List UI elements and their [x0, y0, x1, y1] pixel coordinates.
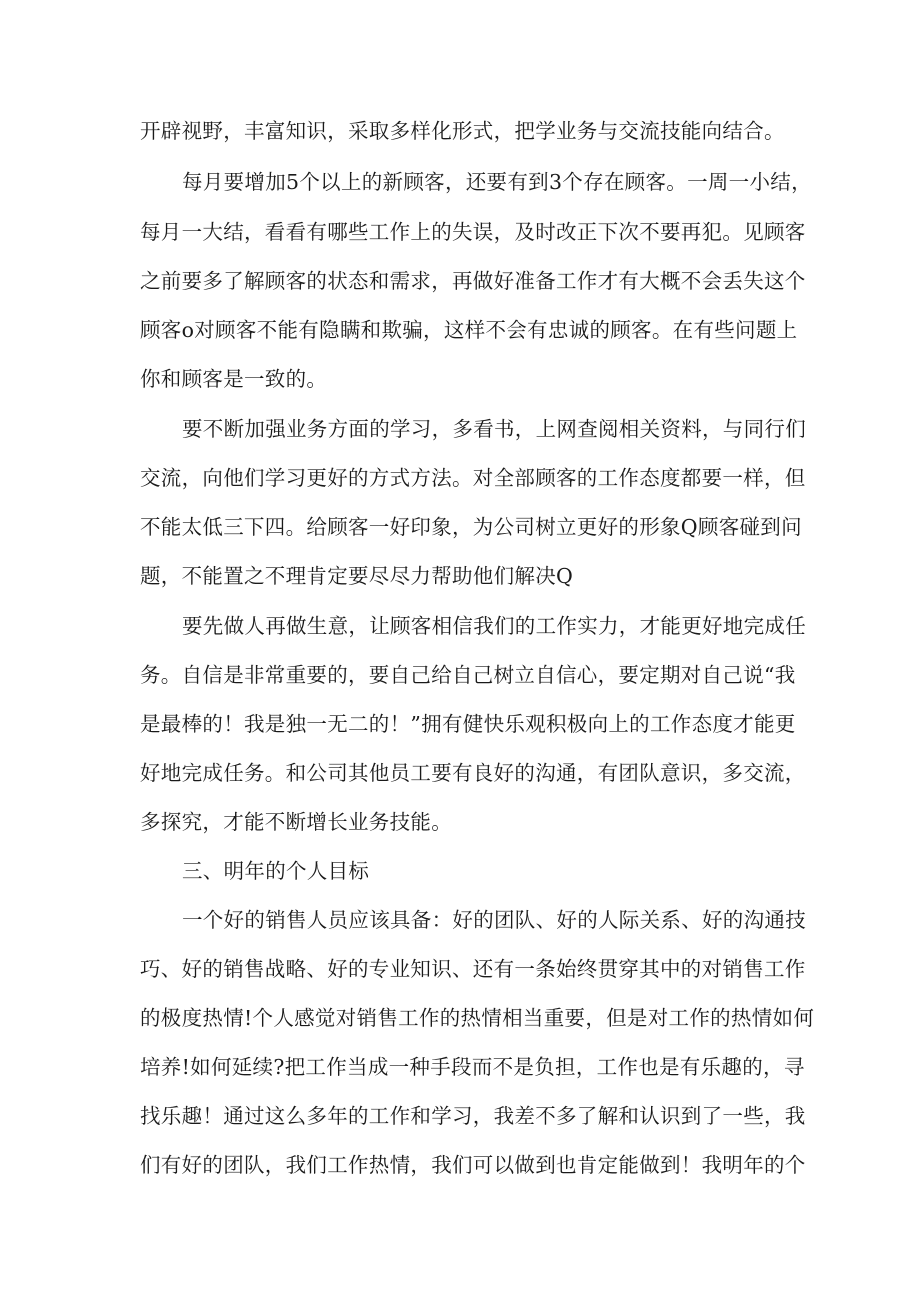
paragraph-1-line-1: 开辟视野，丰富知识，采取多样化形式，把学业务与交流技能向结合。 — [140, 119, 785, 143]
paragraph-3-line-4: 题，不能置之不理肯定要尽尽力帮助他们解决Q — [140, 564, 574, 588]
paragraph-4-line-5: 多探究，才能不断增长业务技能。 — [140, 810, 452, 834]
paragraph-5-line-5: 找乐趣！通过这么多年的工作和学习，我差不多了解和认识到了一些，我 — [140, 1104, 806, 1128]
paragraph-4-line-1: 要先做人再做生意，让顾客相信我们的工作实力，才能更好地完成任 — [182, 614, 806, 638]
section-heading: 三、明年的个人目标 — [182, 859, 370, 883]
paragraph-3-line-2: 交流，向他们学习更好的方式方法。对全部顾客的工作态度都要一样，但 — [140, 466, 806, 490]
paragraph-5-line-6: 们有好的团队，我们工作热情，我们可以做到也肯定能做到！我明年的个 — [140, 1153, 806, 1177]
paragraph-5-line-4: 培养!如何延续?把工作当成一种手段而不是负担，工作也是有乐趣的，寻 — [140, 1055, 805, 1079]
paragraph-2-line-5: 你和顾客是一致的。 — [140, 367, 328, 391]
paragraph-2-line-3: 之前要多了解顾客的状态和需求，再做好准备工作才有大概不会丢失这个 — [140, 269, 806, 293]
paragraph-4-line-4: 好地完成任务。和公司其他员工要有良好的沟通，有团队意识，多交流， — [140, 761, 806, 785]
paragraph-3-line-1: 要不断加强业务方面的学习，多看书，上网查阅相关资料，与同行们 — [182, 417, 806, 441]
paragraph-4-line-2: 务。自信是非常重要的，要自己给自己树立自信心，要定期对自己说“我 — [140, 663, 796, 687]
paragraph-3-line-3: 不能太低三下四。给顾客一好印象，为公司树立更好的形象Q顾客碰到问 — [140, 515, 802, 539]
paragraph-2-line-2: 每月一大结，看看有哪些工作上的失误，及时改正下次不要再犯。见顾客 — [140, 220, 806, 244]
paragraph-5-line-2: 巧、好的销售战略、好的专业知识、还有一条始终贯穿其中的对销售工作 — [140, 957, 806, 981]
paragraph-5-line-1: 一个好的销售人员应该具备：好的团队、好的人际关系、好的沟通技 — [182, 908, 806, 932]
paragraph-2-line-4: 顾客o对顾客不能有隐瞒和欺骗，这样不会有忠诚的顾客。在有些问题上 — [140, 318, 798, 342]
paragraph-5-line-3: 的极度热情!个人感觉对销售工作的热情相当重要，但是对工作的热情如何 — [140, 1006, 815, 1030]
paragraph-4-line-3: 是最棒的！我是独一无二的！”拥有健快乐观积极向上的工作态度才能更 — [140, 712, 796, 736]
paragraph-2-line-1: 每月要增加5个以上的新顾客，还要有到3个存在顾客。一周一小结， — [182, 170, 812, 194]
